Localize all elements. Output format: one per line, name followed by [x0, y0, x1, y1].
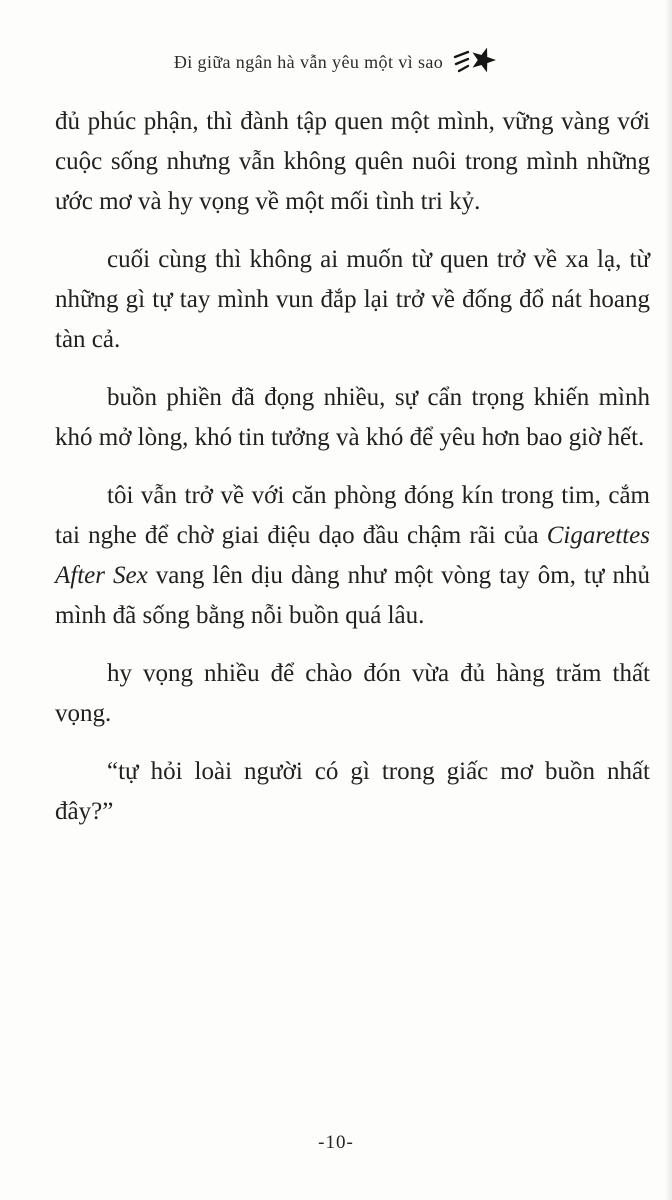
paragraph-1: [55, 102, 650, 222]
page-number: -10-: [318, 1132, 354, 1153]
paragraph-text: buồn phiền đã đọng nhiều, sự cẩn trọng khiến mình khó mở lòng, khó tin tưởng và khó để yêu hơn bao giờ hết.: [55, 384, 650, 451]
paragraph-5: [55, 654, 650, 734]
paragraph-2: [55, 240, 650, 360]
shooting-star-icon: [452, 44, 498, 78]
star-glyph: [468, 44, 498, 74]
page-footer: [0, 1132, 672, 1154]
running-title: Đi giữa ngân hà vẫn yêu một vì sao: [173, 51, 444, 72]
paragraph-text: cuối cùng thì không ai muốn từ quen trở về xa lạ, từ những gì tự tay mình vun đắp lại trở về đống đổ nát hoang tàn cả.: [55, 246, 650, 353]
speed-lines: [455, 52, 468, 71]
paragraph-3: [55, 378, 650, 458]
paragraph-text: hy vọng nhiều để chào đón vừa đủ hàng trăm thất vọng.: [55, 660, 650, 727]
paragraph-4: [55, 476, 650, 636]
band-name-italic: Cigarettes After Sex: [55, 522, 650, 589]
page-body: [55, 102, 650, 850]
paragraph-6: [55, 752, 650, 832]
paragraph-text: vang lên dịu dàng như một vòng tay ôm, tự nhủ mình đã sống bằng nỗi buồn quá lâu.: [55, 562, 650, 629]
paragraph-text: tôi vẫn trở về với căn phòng đóng kín trong tim, cắm tai nghe để chờ giai điệu dạo đầu chậm rãi của: [55, 482, 650, 549]
paragraph-text: đủ phúc phận, thì đành tập quen một mình, vững vàng với cuộc sống nhưng vẫn không quên nuôi trong mình những ước mơ và hy vọng về một mối tình tri kỷ.: [55, 108, 650, 215]
page-header: [0, 46, 672, 78]
scan-edge-shadow: [665, 0, 672, 1200]
paragraph-text: “tự hỏi loài người có gì trong giấc mơ buồn nhất đây?”: [55, 758, 650, 825]
